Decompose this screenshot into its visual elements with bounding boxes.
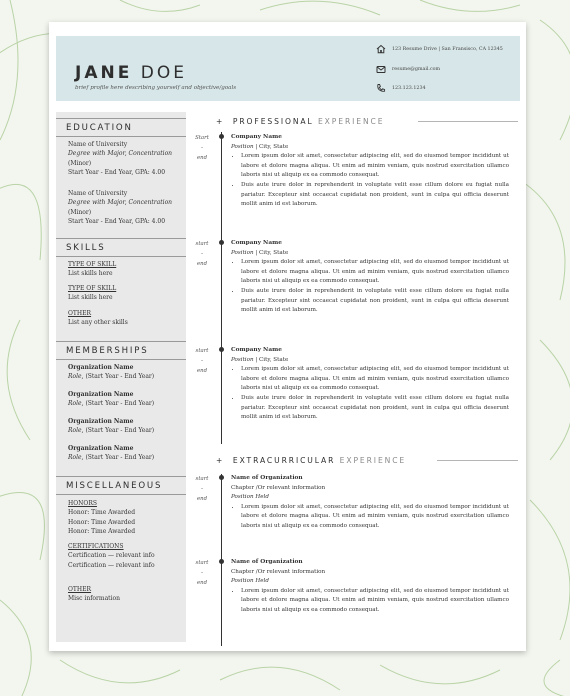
- miscellaneous-heading: MISCELLANEOUS: [66, 481, 163, 491]
- skill-type: TYPE OF SKILL: [68, 285, 117, 292]
- activity-dates: [191, 474, 213, 504]
- job-position: Position: [231, 249, 254, 256]
- minor: (Minor): [68, 208, 92, 216]
- education-entry: [68, 189, 172, 227]
- home-icon: [376, 44, 386, 54]
- job-entry: [231, 346, 509, 423]
- membership-role: Role,: [68, 427, 84, 435]
- heading-rule: [418, 121, 518, 122]
- organization-name: Organization Name: [68, 418, 134, 425]
- end-label: end: [196, 261, 208, 267]
- degree: Degree with Major, Concentration: [68, 199, 173, 207]
- start-label: Start: [195, 135, 209, 141]
- membership-dates: (Start Year - End Year): [85, 373, 155, 381]
- email-row: [376, 64, 440, 74]
- end-label: end: [196, 496, 208, 502]
- organization-name: Name of Organization: [231, 475, 303, 481]
- organization-name: Organization Name: [68, 364, 134, 371]
- extracurricular-experience-heading: [216, 456, 406, 465]
- activity-dates: [191, 558, 213, 588]
- email-icon: [376, 64, 386, 74]
- honor-item: Honor: Time Awarded: [68, 528, 136, 536]
- divider: [56, 476, 186, 477]
- membership-entry: [68, 363, 154, 382]
- divider: [56, 136, 186, 137]
- date-dash: -: [201, 486, 203, 492]
- timeline-dot: [219, 475, 224, 480]
- job-dates: [191, 133, 213, 163]
- phone-text[interactable]: 123.123.1234: [392, 85, 426, 91]
- heading-highlight: EXPERIENCE: [339, 456, 407, 465]
- timeline-dot: [219, 134, 224, 139]
- timeline-line: [221, 132, 222, 444]
- position-held: Position Held: [231, 494, 269, 501]
- candidate-name: [75, 63, 187, 83]
- degree: Degree with Major, Concentration: [68, 150, 173, 158]
- certification-item: Certification — relevant info: [68, 552, 155, 560]
- activity-entry: [231, 474, 509, 532]
- skill-group: [68, 284, 116, 303]
- divider: [56, 341, 186, 342]
- skill-list: List skills here: [68, 270, 113, 278]
- header-banner: [56, 36, 520, 101]
- sidebar: [56, 112, 186, 642]
- start-label: start: [195, 476, 209, 482]
- heading-plain: EXTRACURRICULAR: [232, 456, 336, 465]
- phone-icon: [376, 83, 386, 93]
- end-label: end: [196, 580, 208, 586]
- phone-row: [376, 83, 426, 93]
- honor-item: Honor: Time Awarded: [68, 518, 136, 526]
- skill-list: List any other skills: [68, 319, 128, 327]
- job-dates: [191, 346, 213, 376]
- membership-entry: [68, 390, 154, 409]
- job-position: Position: [231, 356, 254, 363]
- date-dash: -: [201, 358, 203, 364]
- education-entry: [68, 140, 172, 178]
- university-name: Name of University: [68, 141, 128, 148]
- skills-heading: SKILLS: [66, 243, 106, 253]
- skill-group: [68, 309, 128, 328]
- job-entry: [231, 239, 509, 316]
- start-label: start: [195, 348, 209, 354]
- divider: [56, 494, 186, 495]
- certifications-heading: CERTIFICATIONS: [68, 543, 124, 550]
- university-name: Name of University: [68, 190, 128, 197]
- skill-group: [68, 260, 116, 279]
- job-bullet: • Duis aute irure dolor in reprehenderit in voluptate velit esse cillum dolore eu fugiat nulla pariatur. Excepteur sint occaecat cupidatat non proident, sunt in culpa qui officia deserunt mollit anim id est laborum.: [241, 181, 509, 210]
- skill-type: OTHER: [68, 310, 92, 317]
- plus-icon: +: [216, 456, 233, 465]
- timeline-dot: [219, 240, 224, 245]
- resume-page: [49, 22, 526, 651]
- skill-type: TYPE OF SKILL: [68, 261, 117, 268]
- job-dates: [191, 239, 213, 269]
- membership-entry: [68, 444, 154, 463]
- last-name: DOE: [140, 63, 187, 83]
- skill-list: List skills here: [68, 294, 113, 302]
- membership-dates: (Start Year - End Year): [85, 400, 155, 408]
- profile-summary: brief profile here describing yourself and objective/goals: [75, 85, 237, 91]
- chapter-info: Chapter /Or relevant information: [231, 484, 326, 491]
- company-name: Company Name: [231, 240, 282, 246]
- email-text[interactable]: resume@gmail.com: [392, 66, 441, 72]
- date-dash: -: [201, 145, 203, 151]
- plus-icon: +: [216, 117, 233, 126]
- membership-role: Role,: [68, 454, 84, 462]
- job-bullet: • Lorem ipsum dolor sit amet, consectetur adipiscing elit, sed do eiusmod tempor incididunt ut labore et dolore magna aliqua. Ut enim ad minim veniam, quis nostrud exercitation ullamco laboris nisi ut aliquip ex ea commodo consequat.: [241, 258, 509, 287]
- position-held: Position Held: [231, 578, 269, 585]
- education-dates: Start Year - End Year, GPA: 4.00: [68, 218, 166, 226]
- membership-entry: [68, 417, 154, 436]
- divider: [56, 359, 186, 360]
- company-name: Company Name: [231, 347, 282, 353]
- date-dash: -: [201, 570, 203, 576]
- other-item: Misc information: [68, 595, 120, 603]
- organization-name: Organization Name: [68, 391, 134, 398]
- address-row: [376, 44, 503, 54]
- date-dash: -: [201, 251, 203, 257]
- timeline-dot: [219, 559, 224, 564]
- heading-plain: PROFESSIONAL: [232, 117, 314, 126]
- job-bullet: • Duis aute irure dolor in reprehenderit in voluptate velit esse cillum dolore eu fugiat nulla pariatur. Excepteur sint occaecat cupidatat non proident, sunt in culpa qui officia deserunt mollit anim id est laborum.: [241, 287, 509, 316]
- membership-dates: (Start Year - End Year): [85, 454, 155, 462]
- honors-group: [68, 499, 135, 537]
- activity-bullet: • Lorem ipsum dolor sit amet, consectetur adipiscing elit, sed do eiusmod tempor incididunt ut labore et dolore magna aliqua. Ut enim ad minim veniam, quis nostrud exercitation ullamco laboris nisi ut aliquip ex ea commodo consequat.: [241, 587, 509, 616]
- membership-role: Role,: [68, 400, 84, 408]
- activity-bullet: • Lorem ipsum dolor sit amet, consectetur adipiscing elit, sed do eiusmod tempor incididunt ut labore et dolore magna aliqua. Ut enim ad minim veniam, quis nostrud exercitation ullamco laboris nisi ut aliquip ex ea commodo consequat.: [241, 503, 509, 532]
- job-location: | City, State: [255, 143, 289, 150]
- professional-experience-heading: [216, 117, 384, 126]
- honor-item: Honor: Time Awarded: [68, 509, 136, 517]
- divider: [56, 238, 186, 239]
- first-name: JANE: [75, 63, 133, 83]
- heading-highlight: EXPERIENCE: [317, 117, 385, 126]
- memberships-heading: MEMBERSHIPS: [66, 346, 149, 356]
- organization-name: Name of Organization: [231, 559, 303, 565]
- education-dates: Start Year - End Year, GPA: 4.00: [68, 169, 166, 177]
- job-location: | City, State: [255, 249, 289, 256]
- job-bullet: • Lorem ipsum dolor sit amet, consectetur adipiscing elit, sed do eiusmod tempor incididunt ut labore et dolore magna aliqua. Ut enim ad minim veniam, quis nostrud exercitation ullamco laboris nisi ut aliquip ex ea commodo consequat.: [241, 365, 509, 394]
- activity-entry: [231, 558, 509, 616]
- job-bullet: • Duis aute irure dolor in reprehenderit in voluptate velit esse cillum dolore eu fugiat nulla pariatur. Excepteur sint occaecat cupidatat non proident, sunt in culpa qui officia deserunt mollit anim id est laborum.: [241, 394, 509, 423]
- job-entry: [231, 133, 509, 210]
- start-label: start: [195, 241, 209, 247]
- minor: (Minor): [68, 159, 92, 167]
- organization-name: Organization Name: [68, 445, 134, 452]
- end-label: end: [196, 368, 208, 374]
- address-text: 123 Resume Drive | San Fransisco, CA 12345: [392, 46, 503, 52]
- divider: [56, 256, 186, 257]
- certifications-group: [68, 542, 155, 570]
- timeline-dot: [219, 347, 224, 352]
- heading-rule: [437, 460, 518, 461]
- education-heading: EDUCATION: [66, 123, 133, 133]
- divider: [56, 118, 186, 119]
- honors-heading: HONORS: [68, 500, 97, 507]
- job-bullet: • Lorem ipsum dolor sit amet, consectetur adipiscing elit, sed do eiusmod tempor incididunt ut labore et dolore magna aliqua. Ut enim ad minim veniam, quis nostrud exercitation ullamco laboris nisi ut aliquip ex ea commodo consequat.: [241, 152, 509, 181]
- other-group: [68, 585, 120, 604]
- company-name: Company Name: [231, 134, 282, 140]
- other-heading: OTHER: [68, 586, 92, 593]
- membership-role: Role,: [68, 373, 84, 381]
- membership-dates: (Start Year - End Year): [85, 427, 155, 435]
- job-location: | City, State: [255, 356, 289, 363]
- chapter-info: Chapter /Or relevant information: [231, 568, 326, 575]
- job-position: Position: [231, 143, 254, 150]
- certification-item: Certification — relevant info: [68, 561, 155, 569]
- end-label: end: [196, 155, 208, 161]
- start-label: start: [195, 560, 209, 566]
